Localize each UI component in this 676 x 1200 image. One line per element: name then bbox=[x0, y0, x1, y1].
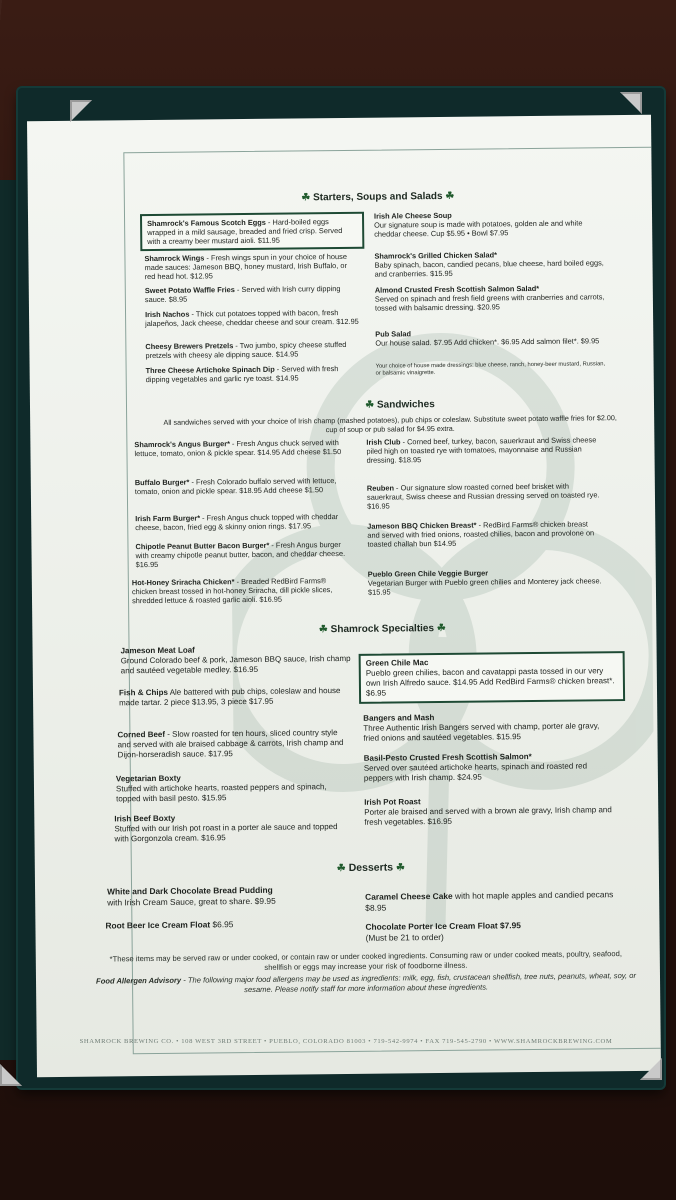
menu-item bbox=[145, 284, 359, 304]
menu-item bbox=[363, 711, 613, 744]
menu-item bbox=[145, 340, 359, 360]
menu-item bbox=[117, 728, 351, 760]
item-desc: Ale battered with pub chips, coleslaw and house made tartar. 2 piece $13.95, 3 piece $17.95 bbox=[119, 686, 341, 708]
item-desc: - Fresh wings spun in your choice of house made sauces: Jameson BBQ, honey mustard, Irish Buffalo, or red head hot. $12.95 bbox=[144, 251, 347, 282]
item-desc: $6.95 bbox=[210, 919, 234, 930]
item-name: Chipotle Peanut Butter Bacon Burger* bbox=[135, 540, 270, 552]
menu-item bbox=[367, 481, 601, 510]
item-name: Buffalo Burger* bbox=[134, 477, 190, 488]
sandwiches-intro: All sandwiches served with your choice of Irish champ (mashed potatoes), pub chips or coleslaw. Substitute sweet potato waffle fries for $2.00, cup of soup or pub salad for $4.95 extra. bbox=[163, 413, 617, 435]
item-desc: Our signature soup is made with potatoes, golden ale and white cheddar cheese. Cup $5.95 • Bowl $7.95 bbox=[374, 218, 583, 239]
menu-item bbox=[364, 751, 614, 784]
item-name: White and Dark Chocolate Bread Pudding bbox=[107, 884, 273, 897]
shamrock-icon: ☘ bbox=[436, 622, 446, 635]
menu-item bbox=[132, 576, 352, 605]
item-name: Vegetarian Boxty bbox=[115, 773, 181, 784]
item-name: Sweet Potato Waffle Fries bbox=[144, 285, 235, 296]
shamrock-icon: ☘ bbox=[318, 624, 328, 636]
menu-item bbox=[107, 884, 343, 907]
menu-item bbox=[144, 252, 358, 281]
shamrock-icon: ☘ bbox=[336, 862, 346, 875]
item-desc: - RedBird Farms® chicken breast and served with fried onions, roasted chilies, bacon and provolone on toasted challah bun $14.95 bbox=[367, 519, 595, 549]
menu-item bbox=[121, 644, 351, 676]
menu-item bbox=[365, 919, 625, 943]
item-desc: - Thick cut potatoes topped with bacon, fresh jalapeños, Jack cheese, cheddar cheese and sour cream. $12.95 bbox=[145, 308, 359, 329]
item-name: Almond Crusted Fresh Scottish Salmon Salad* bbox=[374, 283, 540, 295]
item-desc: Pueblo green chilies, bacon and cavatappi pasta tossed in our very own Irish Alfredo sauce. $14.95 Add RedBird Farms® chicken breast*. $6.95 bbox=[365, 666, 615, 698]
item-desc: (Must be 21 to order) bbox=[365, 931, 444, 943]
item-desc: Served on spinach and fresh field greens with cranberries and carrots, tossed with balsamic dressing. $20.95 bbox=[374, 292, 605, 313]
section-title-text: Shamrock Specialties bbox=[330, 623, 435, 636]
item-desc: Our house salad. $7.95 Add chicken*. $6.95 Add salmon filet*. $9.95 bbox=[375, 336, 600, 348]
item-name: Reuben bbox=[366, 483, 395, 493]
menu-item bbox=[365, 889, 625, 913]
menu-item bbox=[366, 435, 600, 464]
item-name: Irish Ale Cheese Soup bbox=[373, 210, 452, 221]
section-title-text: Starters, Soups and Salads bbox=[313, 190, 443, 204]
menu-item bbox=[359, 651, 626, 704]
menu-item bbox=[134, 438, 350, 458]
item-desc: Vegetarian Burger with Pueblo green chilies and Monterey jack cheese. $15.95 bbox=[367, 576, 602, 597]
item-name: Shamrock's Grilled Chicken Salad* bbox=[374, 250, 498, 261]
allergen-text: - The following major food allergens may be used as ingredients: milk, egg, fish, crustacean shellfish, tree nuts, peanuts, wheat, soy, or sesame. Please notify staff for more information about these ingredients. bbox=[181, 970, 637, 994]
shamrock-icon: ☘ bbox=[395, 862, 405, 874]
section-title-text: Sandwiches bbox=[376, 399, 435, 411]
item-desc: Three Authentic Irish Bangers served with champ, porter ale gravy, fried onions and sautéed vegetables. $15.95 bbox=[363, 721, 600, 743]
menu-item bbox=[364, 795, 614, 828]
shamrock-icon: ☘ bbox=[301, 192, 311, 204]
menu-item bbox=[374, 249, 610, 278]
menu-page bbox=[27, 115, 661, 1077]
shamrock-icon: ☘ bbox=[445, 190, 455, 202]
item-name: Cheesy Brewers Pretzels bbox=[145, 341, 234, 352]
item-name: Irish Club bbox=[366, 437, 401, 447]
menu-item bbox=[146, 364, 360, 384]
menu-item bbox=[145, 308, 359, 328]
item-name: Irish Pot Roast bbox=[364, 797, 421, 807]
item-name: Bangers and Mash bbox=[363, 713, 435, 723]
item-name: Shamrock Wings bbox=[144, 253, 205, 264]
menu-item bbox=[140, 212, 364, 251]
item-name: Basil-Pesto Crusted Fresh Scottish Salmon* bbox=[363, 752, 532, 763]
menu-item bbox=[375, 327, 611, 347]
item-desc: - Hard-boiled eggs wrapped in a mild sausage, breaded and fried crisp. Served with a creamy beer mustard aioli. $11.95 bbox=[147, 217, 343, 247]
item-name: Hot-Honey Sriracha Chicken* bbox=[131, 577, 235, 588]
item-desc: Ground Colorado beef & pork, Jameson BBQ sauce, Irish champ and sautéed vegetable medley. $16.95 bbox=[120, 653, 351, 676]
section-title-text: Desserts bbox=[348, 861, 394, 874]
item-desc: Stuffed with our Irish pot roast in a porter ale sauce and topped with Gorgonzola cream. $16.95 bbox=[114, 822, 338, 844]
raw-food-disclaimer: *These items may be served raw or under cooked, or contain raw or under cooked ingredients. Consuming raw or under cooked meats, poultry, seafood, shellfish or eggs may increase your risk of foodborne illness. bbox=[109, 949, 622, 972]
item-desc: Stuffed with artichoke hearts, roasted peppers and spinach, topped with basil pesto. $15.95 bbox=[115, 782, 327, 804]
item-desc: - Breaded RedBird Farms® chicken breast tossed in hot-honey Sriracha, dill pickle slices, shredded lettuce & roasted garlic aioli. $16.95 bbox=[131, 576, 333, 606]
item-name: Three Cheese Artichoke Spinach Dip bbox=[145, 364, 275, 376]
menu-item bbox=[119, 686, 351, 708]
item-name: Shamrock's Angus Burger* bbox=[134, 439, 230, 450]
restaurant-footer: SHAMROCK BREWING CO. • 108 WEST 3RD STREET • PUEBLO, COLORADO 81003 • 719-542-9974 • FAX 719-545-2790 • WWW.SHAMROCKBREWING.COM bbox=[79, 1038, 613, 1045]
shamrock-icon: ☘ bbox=[365, 399, 375, 411]
item-desc: - Our signature slow roasted corned beef brisket with sauerkraut, Swiss cheese and Russian dressing served on toasted rye. $16.95 bbox=[366, 481, 600, 511]
item-name: Corned Beef bbox=[117, 729, 166, 740]
item-name: Root Beer Ice Cream Float bbox=[105, 919, 211, 931]
menu-item bbox=[135, 476, 351, 496]
menu-item bbox=[375, 283, 611, 312]
item-desc: - Served with Irish curry dipping sauce. $8.95 bbox=[144, 284, 341, 305]
allergen-title: Food Allergen Advisory bbox=[95, 975, 182, 986]
item-desc: - Two jumbo, spicy cheese stuffed pretzels with cheesy ale dipping sauce. $14.95 bbox=[145, 339, 347, 361]
item-name: Irish Beef Boxty bbox=[114, 813, 176, 824]
menu-item bbox=[374, 209, 610, 238]
item-name: Jameson BBQ Chicken Breast* bbox=[367, 520, 477, 531]
item-name: Irish Farm Burger* bbox=[135, 513, 201, 524]
item-desc: - Slow roasted for ten hours, sliced country style and served with ale braised cabbage & carrots, Irish champ and Dijon-horseradish sauce. $17.95 bbox=[117, 728, 344, 760]
item-desc: Porter ale braised and served with a brown ale gravy, Irish champ and fresh vegetables. $16.95 bbox=[364, 805, 612, 827]
item-name: Fish & Chips bbox=[118, 687, 168, 698]
item-desc: - Served with fresh dipping vegetables and garlic rye toast. $14.95 bbox=[145, 364, 339, 385]
item-desc: Served over sautéed artichoke hearts, spinach and roasted red peppers with Irish champ. $24.95 bbox=[363, 761, 588, 783]
menu-item bbox=[116, 772, 352, 804]
menu-item bbox=[368, 567, 602, 596]
menu-item bbox=[135, 540, 351, 569]
item-name: Caramel Cheese Cake bbox=[365, 890, 453, 902]
menu-item bbox=[114, 812, 352, 844]
dressing-note: Your choice of house made dressings: blue cheese, ranch, honey-beer mustard, Russian, or balsamic vinaigrette. bbox=[375, 361, 606, 377]
item-name: Green Chile Mac bbox=[365, 658, 429, 668]
menu-item bbox=[135, 512, 351, 532]
item-desc: - Corned beef, turkey, bacon, sauerkraut and Swiss cheese piled high on toasted rye with tomatoes, mayonnaise and Russian dressing. $18.95 bbox=[366, 435, 597, 465]
item-desc: - Fresh Angus chuck topped with cheddar cheese, bacon, fried egg & skinny onion rings. $17.95 bbox=[135, 512, 339, 533]
item-name: Chocolate Porter Ice Cream Float $7.95 bbox=[365, 920, 521, 932]
item-desc: - Fresh Angus burger with creamy chipotle peanut butter, bacon, and cheddar cheese. $16.95 bbox=[135, 540, 346, 570]
item-desc: with hot maple apples and candied pecans $8.95 bbox=[365, 889, 614, 913]
item-name: Irish Nachos bbox=[144, 309, 190, 320]
item-name: Jameson Meat Loaf bbox=[120, 645, 195, 656]
item-desc: Baby spinach, bacon, candied pecans, blue cheese, hard boiled eggs, and cranberries. $15.95 bbox=[374, 258, 604, 279]
item-desc: - Fresh Colorado buffalo served with lettuce, tomato, onion and pickle spear. $18.95 Add cheese $1.50 bbox=[134, 476, 337, 497]
item-name: Pub Salad bbox=[375, 329, 412, 339]
item-desc: - Fresh Angus chuck served with lettuce, tomato, onion & pickle spear. $14.95 Add cheese $1.50 bbox=[134, 438, 342, 459]
item-name: Pueblo Green Chile Veggie Burger bbox=[367, 568, 489, 579]
item-desc: with Irish Cream Sauce, great to share. $9.95 bbox=[107, 895, 276, 907]
item-name: Shamrock's Famous Scotch Eggs bbox=[147, 217, 266, 229]
menu-item bbox=[367, 519, 601, 548]
